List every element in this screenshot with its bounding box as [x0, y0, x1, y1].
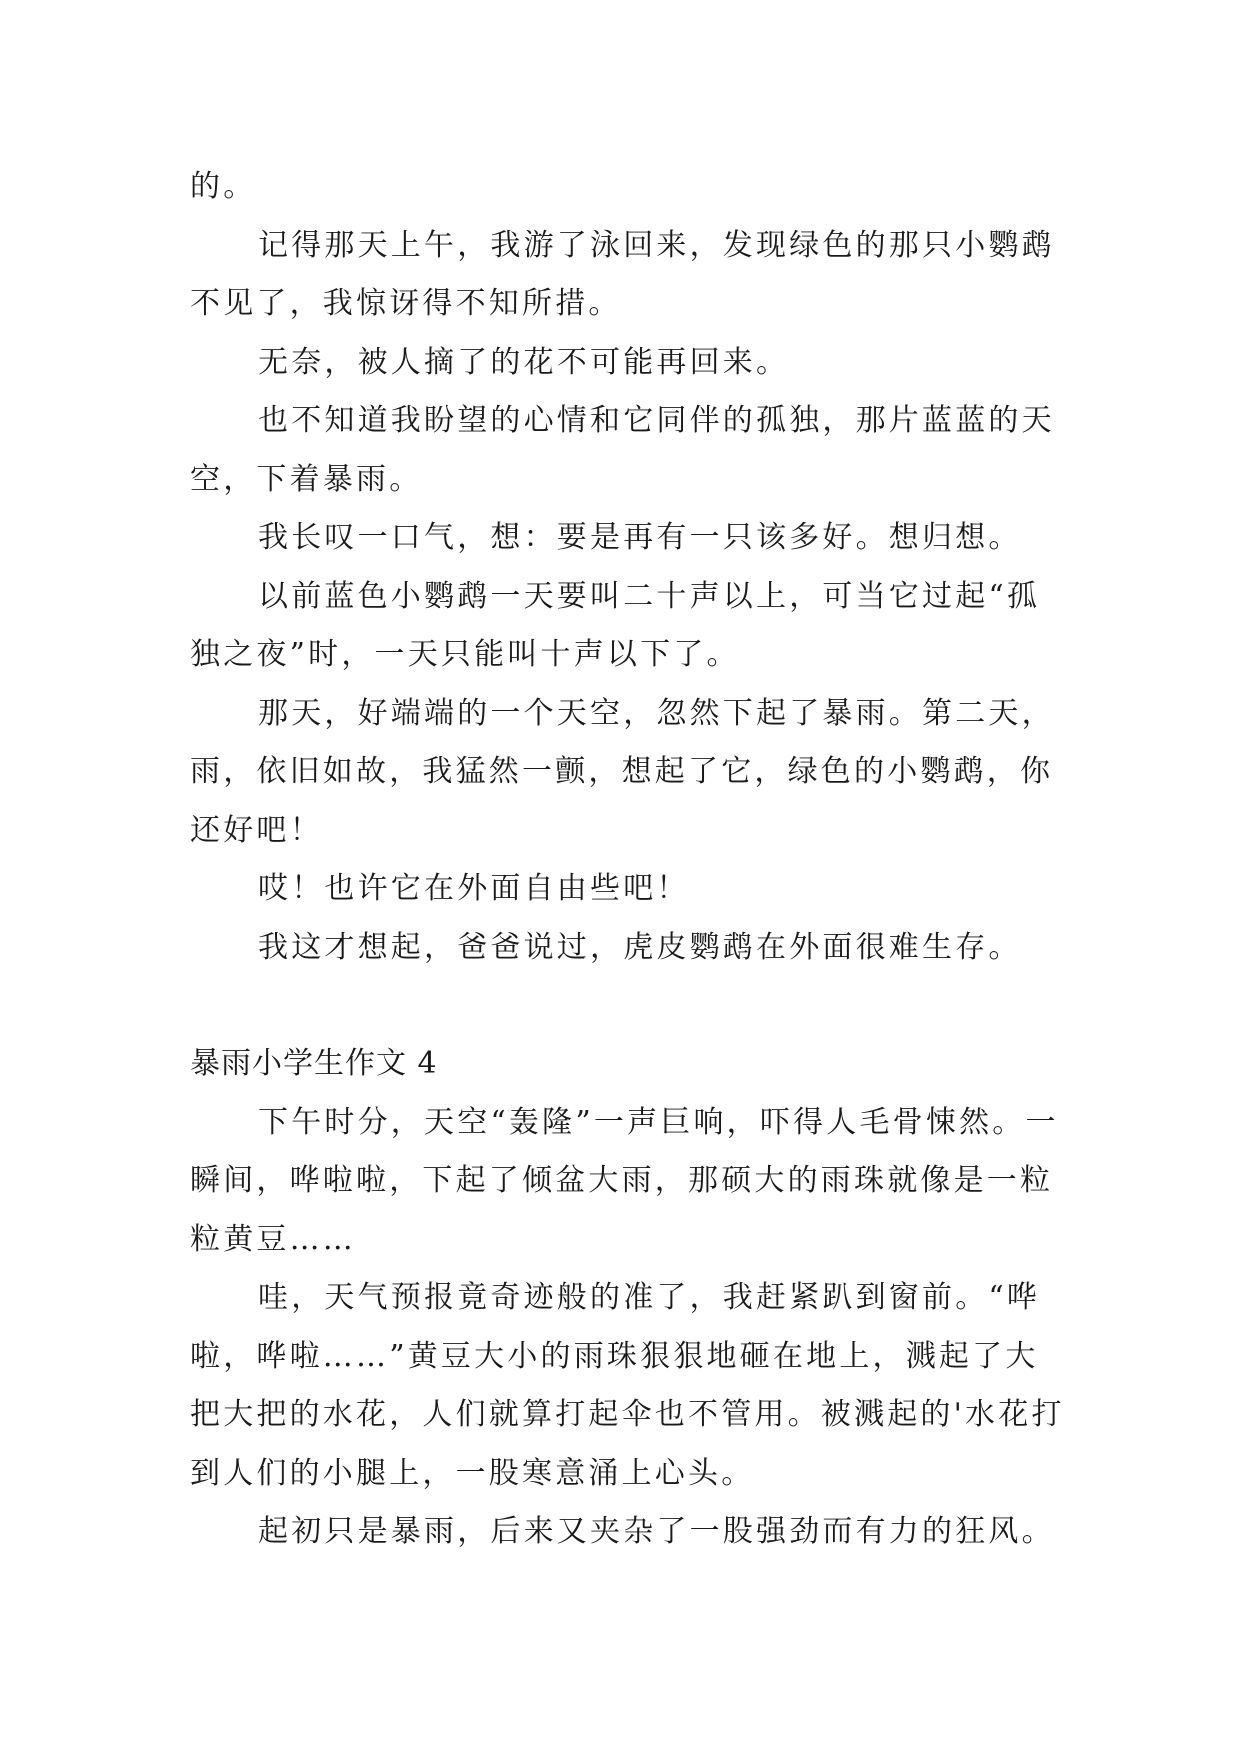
- paragraph: 起初只是暴雨，后来又夹杂了一股强劲而有力的狂风。: [258, 1514, 1055, 1549]
- paragraph: 我长叹一口气，想：要是再有一只该多好。想归想。: [258, 520, 1022, 555]
- paragraph: 也不知道我盼望的心情和它同伴的孤独，那片蓝蓝的天空，下着暴雨。: [190, 403, 1055, 497]
- paragraph: 无奈，被人摘了的花不可能再回来。: [258, 344, 790, 380]
- paragraph: 哇，天气预报竟奇迹般的准了，我赶紧趴到窗前。“哗啦，哗啦……”黄豆大小的雨珠狠狠地砸在地上，溅起了大把大把的水花，人们就算打起伞也不管用。被溅起的'水花打到人们的小腿上，一股寒意涌上心头。: [190, 1280, 1065, 1491]
- paragraph: 下午时分，天空“轰隆”一声巨响，吓得人毛骨悚然。一瞬间，哗啦啦，下起了倾盆大雨，那硕大的雨珠就像是一粒粒黄豆……: [190, 1104, 1059, 1257]
- paragraph: 记得那天上午，我游了泳回来，发现绿色的那只小鹦鹉不见了，我惊讶得不知所措。: [190, 227, 1055, 321]
- paragraph: 哎！也许它在外面自由些吧！: [258, 871, 690, 906]
- section-title: 暴雨小学生作文 4: [190, 1046, 438, 1081]
- paragraph: 我这才想起，爸爸说过，虎皮鹦鹉在外面很难生存。: [258, 929, 1022, 965]
- continuation-text: 的。: [190, 169, 257, 204]
- paragraph: 那天，好端端的一个天空，忽然下起了暴雨。第二天，雨，依旧如故，我猛然一颤，想起了它，绿色的小鹦鹉，你还好吧！: [190, 695, 1055, 848]
- document-body: [190, 158, 1070, 1562]
- paragraph: 以前蓝色小鹦鹉一天要叫二十声以上，可当它过起“孤独之夜”时，一天只能叫十声以下了。: [190, 578, 1041, 672]
